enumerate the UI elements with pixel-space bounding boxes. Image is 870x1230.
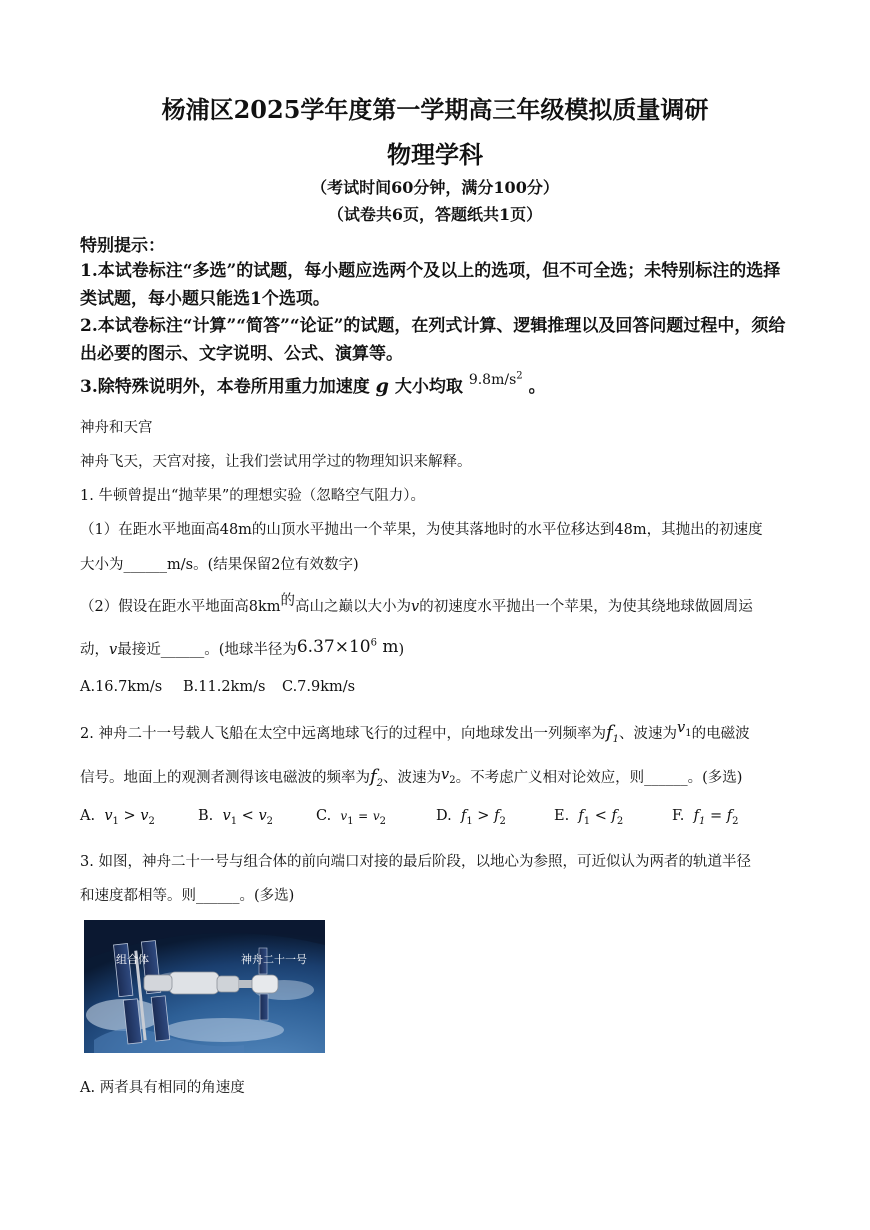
note-3-value: 9.8m/s2: [468, 370, 523, 388]
q1-option-b: B.11.2km/s: [183, 679, 266, 695]
note-3-g: g: [375, 375, 389, 397]
q2-option-e: E. $f_1 < f_2$: [554, 808, 624, 827]
q1-part2-line1: （2）假设在距水平地面高8km的高山之巅以大小为v的初速度水平抛出一个苹果，为使其绕地球做圆周运: [80, 593, 753, 615]
q1-part1-line2: 大小为______m/s。(结果保留2位有效数字): [80, 557, 359, 573]
label-shenzhou: 神舟二十一号: [241, 953, 307, 966]
q2-line2: 信号。地面上的观测者测得该电磁波的频率为$f_2$、波速为$v_2$。不考虑广义相对论效应，则______。(多选): [80, 766, 743, 789]
exam-time: （考试时间60分钟，满分100分）: [311, 178, 559, 197]
docking-photo: [84, 920, 325, 1053]
note-2-line-2: 出必要的图示、文字说明、公式、演算等。: [80, 344, 403, 364]
subject-title: 物理学科: [387, 140, 483, 169]
page-count: （试卷共6页，答题纸共1页）: [327, 205, 543, 224]
q2-line1: 2. 神舟二十一号载人飞船在太空中远离地球飞行的过程中，向地球发出一列频率为$f_1$、波速为$v_1$的电磁波: [80, 720, 750, 745]
section-title: 神舟和天宫: [80, 420, 153, 436]
q1-part2-line2: 动，v最接近______。(地球半径为$6.37\times 10^6$ m): [80, 637, 405, 658]
q2-option-a: A. $v_1 > v_2$: [80, 808, 155, 827]
q2-option-f: F. $f_1 = f_2$: [672, 808, 739, 827]
note-1-line-2: 类试题，每小题只能选1个选项。: [80, 289, 330, 309]
q1-option-a: A.16.7km/s: [80, 679, 163, 695]
exam-title: 杨浦区2025学年度第一学期高三年级模拟质量调研: [161, 95, 709, 124]
note-3-mid: 大小均取: [394, 377, 463, 397]
q2-option-b: B. $v_1 < v_2$: [198, 808, 274, 827]
q2-option-d: D. $f_1 > f_2$: [436, 808, 506, 827]
q1-option-c: C.7.9km/s: [282, 679, 356, 695]
label-combined-station: 组合体: [116, 953, 149, 966]
notes-heading: 特别提示：: [80, 236, 165, 256]
section-intro: 神舟飞天，天宫对接，让我们尝试用学过的物理知识来解释。: [80, 454, 472, 470]
note-2-line-1: 2.本试卷标注“计算”“简答”“论证”的试题，在列式计算、逻辑推理以及回答问题过程中，须给: [80, 316, 786, 336]
q1-part1-line1: （1）在距水平地面高48m的山顶水平抛出一个苹果，为使其落地时的水平位移达到48m，其抛出的初速度: [80, 522, 763, 538]
docking-illustration: [84, 920, 325, 1053]
note-1-line-1: 1.本试卷标注“多选”的试题，每小题应选两个及以上的选项，但不可全选；未特别标注的选择: [80, 261, 781, 281]
q1-stem: 1. 牛顿曾提出“抛苹果”的理想实验（忽略空气阻力）。: [80, 488, 426, 504]
note-3: [80, 372, 792, 397]
q3-line1: 3. 如图，神舟二十一号与组合体的前向端口对接的最后阶段，以地心为参照，可近似认为两者的轨道半径: [80, 854, 751, 870]
q2-option-c: C. $v_1 = v_2$: [316, 808, 386, 827]
q3-line2: 和速度都相等。则______。(多选): [80, 888, 295, 904]
note-3-end: 。: [528, 377, 546, 397]
note-3-prefix: 3.除特殊说明外，本卷所用重力加速度: [80, 377, 370, 397]
q3-option-a: A. 两者具有相同的角速度: [80, 1080, 245, 1096]
